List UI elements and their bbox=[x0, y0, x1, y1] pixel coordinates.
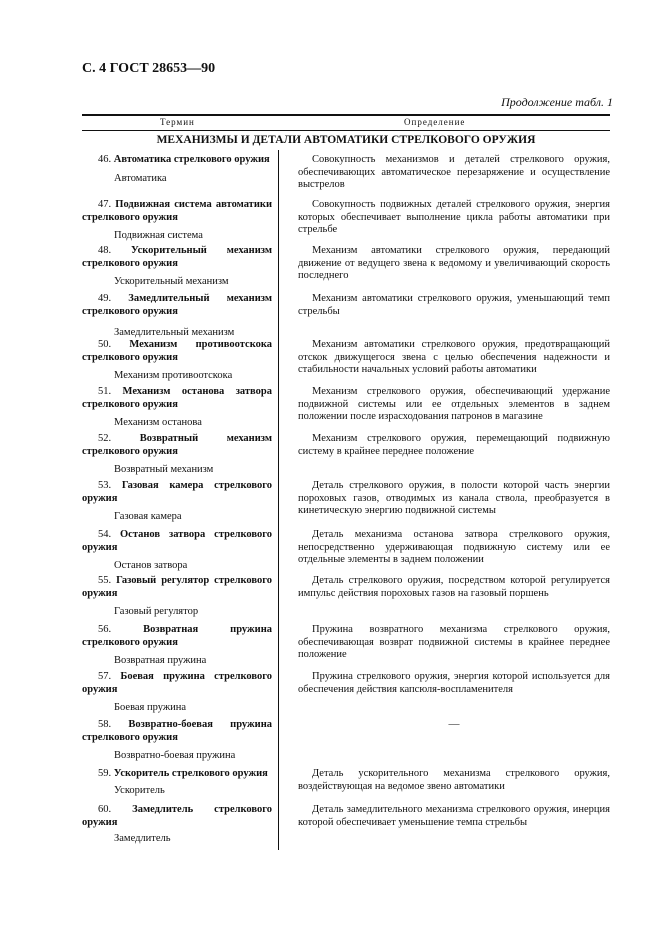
term-name: Ускорительный механизм стрелкового оружия bbox=[82, 245, 272, 269]
term-number: 58. bbox=[98, 719, 112, 730]
term-short-form: Останов затвора bbox=[114, 560, 188, 571]
term-name: Механизм останова затвора стрелкового оружия bbox=[82, 386, 272, 410]
term-short-form: Боевая пружина bbox=[114, 702, 186, 713]
term-title bbox=[82, 199, 272, 224]
term-number: 56. bbox=[98, 624, 112, 635]
term-short-form: Возвратная пружина bbox=[114, 655, 207, 666]
term-49 bbox=[82, 293, 272, 340]
term-number: 53. bbox=[98, 480, 112, 491]
term-short-form: Автоматика bbox=[114, 172, 167, 184]
definition-57: Пружина стрелкового оружия, энергия которой используется для обеспечения действия капсюля-воспламенителя bbox=[298, 671, 610, 695]
term-name: Ускоритель стрелкового оружия bbox=[113, 768, 268, 779]
definition-47: Совокупность подвижных деталей стрелкового оружия, энергия которых обеспечивает выполнение цикла работы автоматики при стрельбе bbox=[298, 199, 610, 235]
term-54 bbox=[82, 529, 272, 573]
term-number: 59. bbox=[98, 768, 112, 779]
term-short-form: Газовая камера bbox=[114, 511, 182, 522]
term-number: 57. bbox=[98, 671, 112, 682]
definition-52: Механизм стрелкового оружия, перемещающий подвижную систему в крайнее переднее положение bbox=[298, 433, 610, 457]
term-title bbox=[82, 433, 272, 458]
term-name: Замедлительный механизм стрелкового оружия bbox=[82, 293, 272, 317]
definition-58: — bbox=[448, 718, 460, 730]
term-short-form: Подвижная система bbox=[114, 230, 203, 241]
term-name: Механизм противоотскока стрелкового оружия bbox=[82, 339, 273, 363]
term-short-form: Замедлительный механизм bbox=[114, 327, 235, 338]
column-header-definition: Определение bbox=[404, 117, 466, 127]
term-title bbox=[82, 575, 272, 600]
term-short-form: Механизм противоотскока bbox=[114, 370, 233, 381]
term-title bbox=[82, 804, 272, 829]
definition-56: Пружина возвратного механизма стрелкового оружия, обеспечивающая возврат подвижной системы в крайнее переднее положение bbox=[298, 624, 610, 660]
term-name: Возвратная пружина стрелкового оружия bbox=[82, 624, 272, 648]
term-title bbox=[82, 624, 272, 649]
term-title bbox=[82, 293, 272, 318]
continuation-label: Продолжение табл. 1 bbox=[501, 95, 613, 109]
definition-59: Деталь ускорительного механизма стрелкового оружия, воздействующая на ведомое звено автоматики bbox=[298, 768, 610, 792]
term-title bbox=[82, 719, 272, 744]
term-title bbox=[82, 154, 272, 167]
term-short-form: Возвратный механизм bbox=[114, 464, 214, 475]
definition-46: Совокупность механизмов и деталей стрелкового оружия, обеспечивающих автоматическое перезаряжение и осуществление выстрелов bbox=[298, 154, 610, 190]
definition-54: Деталь механизма останова затвора стрелкового оружия, непосредственно удерживающая подвижную систему или ее отдельные элементы в заднем положении bbox=[298, 529, 610, 565]
term-number: 51. bbox=[98, 386, 112, 397]
definition-50: Механизм автоматики стрелкового оружия, предотвращающий отскок движущегося звена с целью обеспечения надежности и стабильности начальных условий работы автоматики bbox=[298, 339, 610, 375]
term-50 bbox=[82, 339, 272, 383]
term-title bbox=[82, 480, 272, 505]
term-60 bbox=[82, 804, 272, 846]
page-header: С. 4 ГОСТ 28653—90 bbox=[82, 61, 216, 76]
term-number: 50. bbox=[98, 339, 112, 350]
term-name: Возвратный механизм стрелкового оружия bbox=[82, 433, 273, 457]
term-name: Замедлитель стрелкового оружия bbox=[82, 804, 273, 828]
term-name: Газовая камера стрелкового оружия bbox=[82, 480, 273, 504]
term-number: 55. bbox=[98, 575, 112, 586]
column-header-term: Термин bbox=[160, 117, 195, 127]
column-divider bbox=[278, 150, 279, 850]
definition-51: Механизм стрелкового оружия, обеспечивающий удержание подвижной системы или ее отдельных элементов в заднем положении после израсходования патронов в магазине bbox=[298, 386, 610, 422]
term-short-form: Ускорительный механизм bbox=[114, 276, 229, 287]
term-title bbox=[82, 386, 272, 411]
definition-55: Деталь стрелкового оружия, посредством которой регулируется импульс действия пороховых газов на газовый поршень bbox=[298, 575, 610, 599]
term-number: 47. bbox=[98, 199, 112, 210]
term-short-form: Газовый регулятор bbox=[114, 606, 199, 617]
term-46 bbox=[82, 154, 272, 185]
term-short-form: Замедлитель bbox=[114, 833, 171, 844]
term-short-form: Возвратно-боевая пружина bbox=[114, 750, 236, 761]
term-number: 49. bbox=[98, 293, 112, 304]
term-name: Автоматика стрелкового оружия bbox=[113, 154, 270, 165]
term-name: Возвратно-боевая пружина стрелкового оружия bbox=[82, 719, 272, 743]
term-name: Подвижная система автоматики стрелкового оружия bbox=[82, 199, 272, 223]
term-48 bbox=[82, 245, 272, 289]
definition-60: Деталь замедлительного механизма стрелкового оружия, инерция которой обеспечивает уменьшение темпа стрельбы bbox=[298, 804, 610, 828]
term-short-form: Ускоритель bbox=[114, 784, 165, 796]
term-name: Газовый регулятор стрелкового оружия bbox=[82, 575, 273, 599]
term-number: 60. bbox=[98, 804, 112, 815]
definition-49: Механизм автоматики стрелкового оружия, уменьшающий темп стрельбы bbox=[298, 293, 610, 317]
definition-53: Деталь стрелкового оружия, в полости которой часть энергии пороховых газов, отводимых из канала ствола, преобразуется в кинетическую энергию подвижной системы bbox=[298, 480, 610, 516]
term-47 bbox=[82, 199, 272, 243]
term-58 bbox=[82, 719, 272, 763]
table-top-border bbox=[82, 114, 610, 116]
term-name: Останов затвора стрелкового оружия bbox=[82, 529, 272, 553]
definition-48: Механизм автоматики стрелкового оружия, передающий движение от ведущего звена к ведомому и увеличивающий скорость последнего bbox=[298, 245, 610, 281]
term-55 bbox=[82, 575, 272, 619]
term-title bbox=[82, 339, 272, 364]
term-number: 48. bbox=[98, 245, 112, 256]
section-title: МЕХАНИЗМЫ И ДЕТАЛИ АВТОМАТИКИ СТРЕЛКОВОГО ОРУЖИЯ bbox=[156, 134, 536, 146]
term-number: 46. bbox=[98, 154, 112, 165]
term-name: Боевая пружина стрелкового оружия bbox=[82, 671, 272, 695]
term-56 bbox=[82, 624, 272, 668]
term-number: 52. bbox=[98, 433, 112, 444]
term-short-form: Механизм останова bbox=[114, 417, 202, 428]
header-divider bbox=[82, 130, 610, 131]
term-title bbox=[82, 768, 272, 781]
term-52 bbox=[82, 433, 272, 477]
term-53 bbox=[82, 480, 272, 524]
term-title bbox=[82, 529, 272, 554]
term-51 bbox=[82, 386, 272, 430]
term-number: 54. bbox=[98, 529, 112, 540]
term-57 bbox=[82, 671, 272, 715]
term-59 bbox=[82, 768, 272, 797]
term-title bbox=[82, 245, 272, 270]
term-title bbox=[82, 671, 272, 696]
